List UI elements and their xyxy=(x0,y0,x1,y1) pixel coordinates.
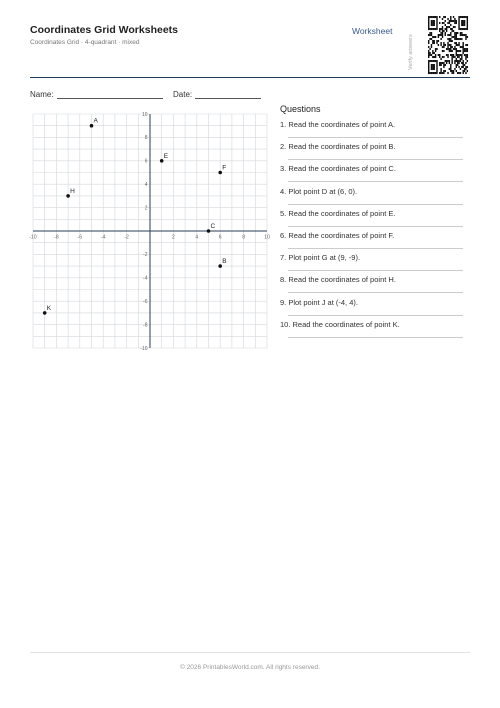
answer-line[interactable] xyxy=(288,337,463,338)
x-tick-label: 8 xyxy=(242,234,245,241)
y-tick-label: -8 xyxy=(143,322,148,329)
question-item: 8. Read the coordinates of point H. xyxy=(280,275,396,285)
y-tick-label: -2 xyxy=(143,252,148,259)
question-item: 9. Plot point J at (-4, 4). xyxy=(280,297,358,307)
y-tick-label: 8 xyxy=(144,135,148,142)
qr-code-icon[interactable] xyxy=(428,16,468,74)
footer-copyright: © 2026 PrintablesWorld.com. All rights reserved. xyxy=(180,664,320,671)
x-tick-label: 4 xyxy=(195,234,199,241)
worksheet-badge: Worksheet xyxy=(352,26,393,36)
answer-line[interactable] xyxy=(288,204,463,205)
footer-divider xyxy=(30,652,470,653)
verify-answers-label: Verify answers xyxy=(408,34,414,70)
question-item: 5. Read the coordinates of point E. xyxy=(280,208,396,218)
point-label: E xyxy=(163,152,169,160)
x-tick-label: -2 xyxy=(124,234,129,241)
point-label: F xyxy=(222,164,227,172)
question-item: 4. Plot point D at (6, 0). xyxy=(280,186,358,196)
point-label: B xyxy=(222,258,227,266)
answer-line[interactable] xyxy=(288,181,463,182)
y-tick-label: 2 xyxy=(144,205,148,212)
x-tick-label: -4 xyxy=(100,234,106,241)
question-item: 1. Read the coordinates of point A. xyxy=(280,120,396,129)
answer-line[interactable] xyxy=(288,292,463,293)
date-line[interactable] xyxy=(195,98,261,99)
page-subtitle: Coordinates Grid · 4-quadrant · mixed xyxy=(30,39,140,46)
x-tick-label: 6 xyxy=(218,234,222,241)
x-tick-label: -8 xyxy=(54,234,59,241)
point-label: A xyxy=(93,117,98,125)
header-divider xyxy=(30,77,470,78)
y-tick-label: -10 xyxy=(140,345,148,352)
answer-line[interactable] xyxy=(288,248,463,249)
question-item: 6. Read the coordinates of point F. xyxy=(280,231,395,240)
question-item: 2. Read the coordinates of point B. xyxy=(280,142,396,152)
question-item: 7. Plot point G at (9, -9). xyxy=(280,253,361,263)
name-field xyxy=(30,90,163,99)
x-tick-label: 2 xyxy=(172,234,175,241)
y-tick-label: 10 xyxy=(141,111,148,118)
y-tick-label: -4 xyxy=(143,275,148,282)
point-label: K xyxy=(46,304,52,312)
y-tick-label: 6 xyxy=(144,158,148,165)
date-field xyxy=(173,90,261,99)
answer-line[interactable] xyxy=(288,315,463,316)
question-item: 3. Read the coordinates of point C. xyxy=(280,164,396,174)
answer-line[interactable] xyxy=(288,137,463,138)
x-tick-label: 10 xyxy=(264,234,270,241)
name-line[interactable] xyxy=(57,98,163,99)
answer-line[interactable] xyxy=(288,226,463,227)
y-tick-label: -6 xyxy=(143,299,148,305)
questions-heading: Questions xyxy=(280,104,321,114)
x-tick-label: -10 xyxy=(29,234,37,241)
date-label: Date: xyxy=(173,90,193,99)
answer-line[interactable] xyxy=(288,159,463,160)
answer-line[interactable] xyxy=(288,270,463,271)
name-label: Name: xyxy=(30,90,54,99)
point-label: H xyxy=(70,187,75,195)
point-label: C xyxy=(210,223,216,230)
question-item: 10. Read the coordinates of point K. xyxy=(280,319,400,329)
y-tick-label: 4 xyxy=(144,182,148,188)
x-tick-label: -6 xyxy=(77,234,83,241)
coordinate-grid[interactable] xyxy=(28,110,268,355)
page-title: Coordinates Grid Worksheets xyxy=(30,24,179,36)
